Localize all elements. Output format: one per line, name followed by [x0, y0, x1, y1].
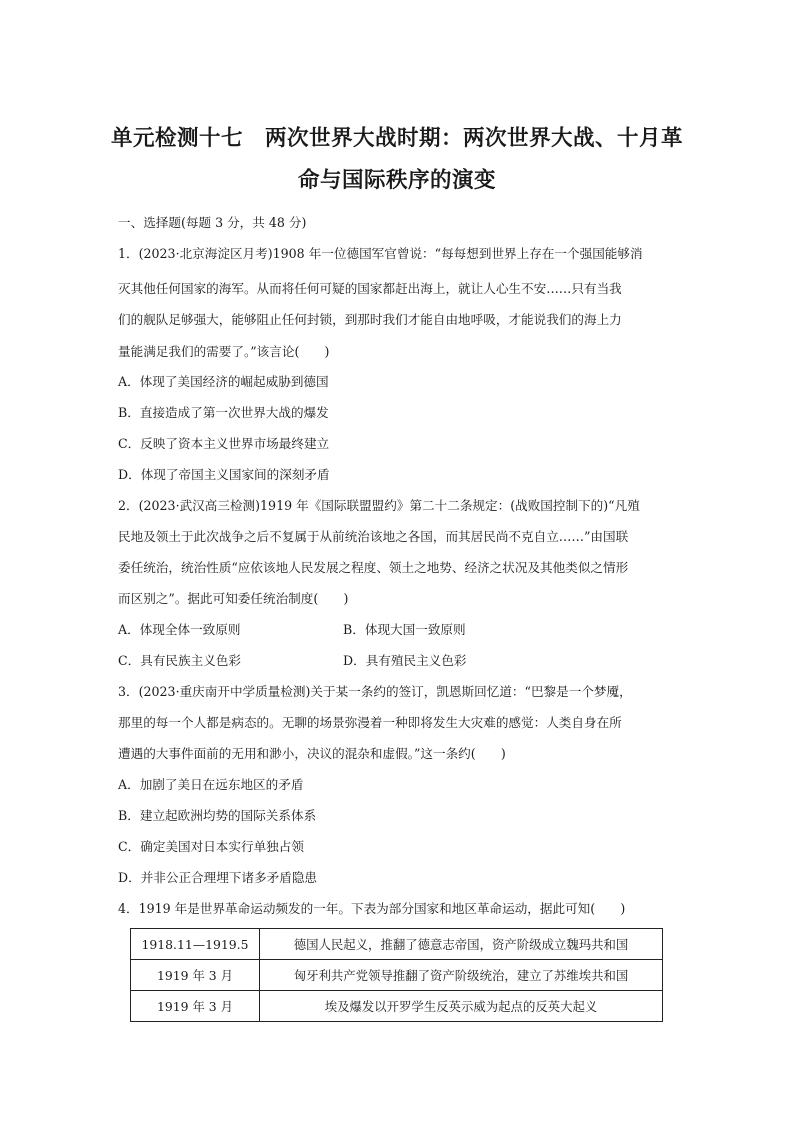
question-3-line: 遭遇的大事件面前的无用和渺小，决议的混杂和虚假。”这一条约( )	[118, 746, 506, 761]
question-3-option-b: B．建立起欧洲均势的国际关系体系	[118, 808, 317, 823]
question-3-option-d: D．并非公正合理埋下诸多矛盾隐患	[118, 870, 318, 885]
question-3-line: 那里的每一个人都是病态的。无聊的场景弥漫着一种即将发生大灾难的感觉：人类自身在所	[118, 715, 622, 730]
table-cell-date: 1919 年 3 月	[131, 960, 260, 991]
page-title-line-2: 命与国际秩序的演变	[297, 168, 496, 193]
table-row	[131, 929, 663, 960]
question-1-option-c: C．反映了资本主义世界市场最终建立	[118, 436, 330, 451]
question-2-option-a: A．体现全体一致原则	[118, 622, 241, 637]
table-cell-event: 埃及爆发以开罗学生反英示威为起点的反英大起义	[260, 991, 663, 1022]
question-1-line: 们的舰队足够强大，能够阻止任何封锁，到那时我们才能自由地呼吸，才能说我们的海上力	[118, 312, 622, 327]
table-row	[131, 991, 663, 1022]
question-2-line: 2．(2023·武汉高三检测)1919 年《国际联盟盟约》第二十二条规定：(战败国控制下的)“凡殖	[118, 498, 640, 513]
table-cell-event: 匈牙利共产党领导推翻了资产阶级统治，建立了苏维埃共和国	[260, 960, 663, 991]
question-1-option-b: B．直接造成了第一次世界大战的爆发	[118, 405, 329, 420]
question-1-option-a: A．体现了美国经济的崛起威胁到德国	[118, 374, 329, 389]
question-2-line: 民地及领土于此次战争之后不复属于从前统治该地之各国，而其居民尚不克自立……”由国联	[118, 529, 629, 544]
page-title-line-1: 单元检测十七 两次世界大战时期：两次世界大战、十月革	[110, 126, 683, 151]
question-2-option-c: C．具有民族主义色彩	[118, 653, 241, 668]
question-2-option-b: B．体现大国一致原则	[343, 622, 466, 637]
table-cell-event: 德国人民起义，推翻了德意志帝国，资产阶级成立魏玛共和国	[260, 929, 663, 960]
table-cell-date: 1919 年 3 月	[131, 991, 260, 1022]
question-1-option-d: D．体现了帝国主义国家间的深刻矛盾	[118, 467, 330, 482]
question-2-option-d: D．具有殖民主义色彩	[343, 653, 467, 668]
question-1-line: 1．(2023·北京海淀区月考)1908 年一位德国军官曾说：“每每想到世界上存在一个强国能够消	[118, 246, 643, 261]
question-2-line: 委任统治，统治性质“应依该地人民发展之程度、领土之地势、经济之状况及其他类似之情形	[118, 560, 629, 575]
question-3-line: 3．(2023·重庆南开中学质量检测)关于某一条约的签订，凯恩斯回忆道：“巴黎是一个梦魇，	[118, 684, 632, 699]
question-2-line: 而区别之”。据此可知委任统治制度( )	[118, 591, 349, 606]
table-cell-date: 1918.11—1919.5	[131, 929, 260, 960]
question-3-option-c: C．确定美国对日本实行单独占领	[118, 839, 304, 854]
section-heading: 一、选择题(每题 3 分，共 48 分)	[118, 215, 307, 230]
question-1-line: 量能满足我们的需要了。”该言论( )	[118, 344, 330, 359]
revolution-table	[130, 928, 663, 1022]
question-3-option-a: A．加剧了美日在远东地区的矛盾	[118, 777, 304, 792]
table-row	[131, 960, 663, 991]
question-4-line: 4．1919 年是世界革命运动频发的一年。下表为部分国家和地区革命运动，据此可知( )	[118, 901, 626, 916]
question-1-line: 灭其他任何国家的海军。从而将任何可疑的国家都赶出海上，就让人心生不安……只有当我	[118, 281, 622, 296]
